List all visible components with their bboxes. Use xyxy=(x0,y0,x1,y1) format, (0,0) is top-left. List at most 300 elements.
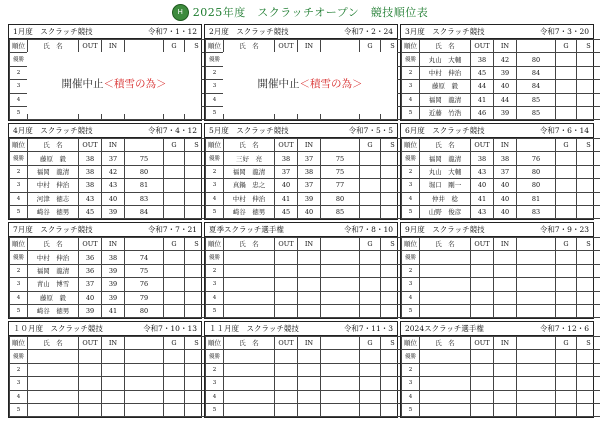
table-row xyxy=(206,377,405,390)
player-name xyxy=(420,278,471,291)
rank-cell: 優勝 xyxy=(402,251,420,264)
g-cell xyxy=(360,251,381,264)
in-score xyxy=(494,304,517,317)
rank-cell: 4 xyxy=(402,291,420,304)
col-s: S xyxy=(577,337,600,350)
table-row xyxy=(10,291,209,304)
panel-date: 令和7・9・23 xyxy=(539,225,589,234)
rank-cell: 4 xyxy=(10,291,28,304)
player-name: 中村 伸治 xyxy=(224,192,275,205)
table-row xyxy=(206,192,405,205)
total-score: 85 xyxy=(321,205,360,218)
player-name: 真鍋 忠之 xyxy=(224,179,275,192)
total-score xyxy=(125,377,164,390)
table-row xyxy=(402,403,600,416)
page-title: 2025年度 スクラッチオープン 競技順位表 xyxy=(192,6,429,19)
club-logo-icon: H xyxy=(172,4,189,21)
total-score xyxy=(517,264,556,277)
player-name xyxy=(420,403,471,416)
rank-cell: 3 xyxy=(206,179,224,192)
out-score xyxy=(471,363,494,376)
out-score: 43 xyxy=(79,192,102,205)
table-row xyxy=(402,152,600,165)
out-score: 45 xyxy=(79,205,102,218)
g-cell xyxy=(556,205,577,218)
g-cell xyxy=(556,363,577,376)
out-score: 41 xyxy=(471,93,494,106)
total-score xyxy=(125,390,164,403)
col-out: OUT xyxy=(79,139,102,152)
col-out: OUT xyxy=(275,337,298,350)
rank-cell: 4 xyxy=(402,192,420,205)
player-name xyxy=(28,390,79,403)
rank-cell: 2 xyxy=(402,165,420,178)
s-cell xyxy=(577,278,600,291)
total-score: 75 xyxy=(321,152,360,165)
rank-cell: 5 xyxy=(402,106,420,119)
total-score: 79 xyxy=(125,291,164,304)
results-table xyxy=(9,138,209,219)
s-cell xyxy=(577,350,600,363)
s-cell xyxy=(577,291,600,304)
g-cell xyxy=(164,304,185,317)
s-cell xyxy=(577,152,600,165)
out-score: 37 xyxy=(79,278,102,291)
rank-cell: 2 xyxy=(10,264,28,277)
s-cell xyxy=(577,304,600,317)
table-row xyxy=(402,304,600,317)
result-panel xyxy=(400,321,594,418)
column-header-row xyxy=(402,337,600,350)
in-score xyxy=(298,390,321,403)
in-score: 40 xyxy=(102,192,125,205)
rank-cell: 優勝 xyxy=(10,53,28,66)
rank-cell: 5 xyxy=(10,205,28,218)
table-row xyxy=(402,192,600,205)
col-in: IN xyxy=(102,139,125,152)
in-score xyxy=(102,350,125,363)
player-name: 崎谷 徳男 xyxy=(224,205,275,218)
out-score: 38 xyxy=(275,152,298,165)
in-score xyxy=(102,363,125,376)
g-cell xyxy=(556,106,577,119)
out-score xyxy=(275,278,298,291)
player-name xyxy=(224,278,275,291)
column-header-row xyxy=(10,40,209,53)
out-score: 38 xyxy=(79,179,102,192)
out-score xyxy=(275,390,298,403)
col-total xyxy=(321,40,360,53)
player-name: 崎谷 徳男 xyxy=(28,304,79,317)
player-name xyxy=(224,363,275,376)
col-rank: 順位 xyxy=(206,139,224,152)
total-score xyxy=(321,278,360,291)
out-score: 41 xyxy=(275,192,298,205)
player-name: 青山 博雪 xyxy=(28,278,79,291)
canceled-reason: ＜積雪の為＞ xyxy=(299,77,363,90)
col-in: IN xyxy=(102,238,125,251)
rank-cell: 3 xyxy=(10,179,28,192)
col-rank: 順位 xyxy=(402,238,420,251)
rank-cell: 2 xyxy=(206,66,224,79)
table-row xyxy=(10,377,209,390)
col-g: G xyxy=(556,40,577,53)
player-name xyxy=(420,251,471,264)
panel-header xyxy=(401,322,593,336)
table-row xyxy=(402,377,600,390)
player-name xyxy=(224,251,275,264)
in-score: 39 xyxy=(494,106,517,119)
g-cell xyxy=(556,152,577,165)
col-in: IN xyxy=(494,139,517,152)
table-row xyxy=(402,66,600,79)
result-panel xyxy=(8,222,202,319)
in-score: 41 xyxy=(102,304,125,317)
out-score: 45 xyxy=(471,66,494,79)
table-row xyxy=(206,304,405,317)
total-score: 74 xyxy=(125,251,164,264)
g-cell xyxy=(360,363,381,376)
result-panel xyxy=(8,24,202,121)
g-cell xyxy=(556,66,577,79)
result-panel xyxy=(204,24,398,121)
out-score xyxy=(471,278,494,291)
column-header-row xyxy=(10,238,209,251)
player-name: 丸山 大輔 xyxy=(420,53,471,66)
out-score xyxy=(471,390,494,403)
g-cell xyxy=(164,264,185,277)
out-score: 38 xyxy=(471,53,494,66)
g-cell xyxy=(556,192,577,205)
player-name xyxy=(224,350,275,363)
in-score: 40 xyxy=(494,80,517,93)
in-score xyxy=(298,363,321,376)
out-score: 38 xyxy=(471,152,494,165)
rank-cell: 3 xyxy=(402,179,420,192)
in-score: 43 xyxy=(102,179,125,192)
rank-cell: 2 xyxy=(206,165,224,178)
col-total xyxy=(125,40,164,53)
in-score: 42 xyxy=(494,53,517,66)
rank-cell: 2 xyxy=(402,264,420,277)
player-name xyxy=(420,377,471,390)
col-total xyxy=(125,139,164,152)
rank-cell: 5 xyxy=(206,403,224,416)
panel-title: 夏季スクラッチ選手権 xyxy=(209,225,284,234)
player-name xyxy=(420,363,471,376)
total-score xyxy=(125,403,164,416)
results-table xyxy=(205,237,405,318)
canceled-reason: ＜積雪の為＞ xyxy=(103,77,167,90)
g-cell xyxy=(360,152,381,165)
player-name xyxy=(28,350,79,363)
out-score xyxy=(471,304,494,317)
panel-header xyxy=(401,223,593,237)
out-score: 40 xyxy=(471,179,494,192)
results-table xyxy=(401,39,600,120)
total-score xyxy=(125,363,164,376)
panel-header xyxy=(9,322,201,336)
g-cell xyxy=(164,205,185,218)
g-cell xyxy=(164,165,185,178)
col-in: IN xyxy=(494,238,517,251)
rank-cell: 2 xyxy=(402,363,420,376)
result-panel xyxy=(8,123,202,220)
table-row xyxy=(402,363,600,376)
col-rank: 順位 xyxy=(206,40,224,53)
table-row xyxy=(10,363,209,376)
s-cell xyxy=(577,179,600,192)
s-cell xyxy=(577,251,600,264)
total-score xyxy=(517,390,556,403)
panel-date: 令和7・1・12 xyxy=(147,27,197,36)
column-header-row xyxy=(402,40,600,53)
player-name: 三好 亮 xyxy=(224,152,275,165)
column-header-row xyxy=(10,139,209,152)
rank-cell: 3 xyxy=(402,278,420,291)
total-score: 76 xyxy=(517,152,556,165)
in-score xyxy=(102,403,125,416)
out-score xyxy=(275,403,298,416)
col-g: G xyxy=(556,238,577,251)
player-name xyxy=(420,291,471,304)
player-name xyxy=(420,264,471,277)
canceled-text: 開催中止 xyxy=(257,77,300,90)
col-out: OUT xyxy=(79,337,102,350)
out-score: 45 xyxy=(275,205,298,218)
player-name xyxy=(28,377,79,390)
in-score: 37 xyxy=(298,152,321,165)
col-g: G xyxy=(360,139,381,152)
result-panel xyxy=(400,24,594,121)
result-panel xyxy=(400,123,594,220)
in-score xyxy=(298,403,321,416)
table-row xyxy=(206,403,405,416)
out-score xyxy=(471,377,494,390)
in-score: 40 xyxy=(298,205,321,218)
out-score: 38 xyxy=(79,152,102,165)
g-cell xyxy=(360,291,381,304)
in-score: 39 xyxy=(102,278,125,291)
panel-date: 令和7・6・14 xyxy=(539,126,589,135)
table-row xyxy=(402,264,600,277)
rank-cell: 4 xyxy=(206,93,224,106)
total-score: 80 xyxy=(517,53,556,66)
col-rank: 順位 xyxy=(10,238,28,251)
col-total xyxy=(321,337,360,350)
player-name xyxy=(224,403,275,416)
results-table xyxy=(401,336,600,417)
g-cell xyxy=(360,192,381,205)
g-cell xyxy=(164,251,185,264)
player-name xyxy=(224,264,275,277)
player-name xyxy=(420,304,471,317)
panel-date: 令和7・11・3 xyxy=(343,324,393,333)
in-score xyxy=(298,291,321,304)
out-score: 43 xyxy=(471,165,494,178)
col-s: S xyxy=(185,337,209,350)
g-cell xyxy=(360,278,381,291)
panel-date: 令和7・2・24 xyxy=(343,27,393,36)
col-total xyxy=(517,40,556,53)
g-cell xyxy=(556,278,577,291)
col-out: OUT xyxy=(471,238,494,251)
player-name: 中村 伸治 xyxy=(28,251,79,264)
table-row xyxy=(402,53,600,66)
canceled-notice xyxy=(223,52,397,114)
col-name: 氏 名 xyxy=(420,139,471,152)
table-row xyxy=(206,251,405,264)
rank-cell: 2 xyxy=(10,165,28,178)
table-row xyxy=(402,251,600,264)
table-row xyxy=(10,251,209,264)
col-out: OUT xyxy=(471,139,494,152)
total-score xyxy=(321,251,360,264)
player-name: 福岡 龍清 xyxy=(420,152,471,165)
player-name: 仲井 稔 xyxy=(420,192,471,205)
col-g: G xyxy=(360,238,381,251)
table-row xyxy=(402,390,600,403)
in-score: 38 xyxy=(494,152,517,165)
col-total xyxy=(125,238,164,251)
col-g: G xyxy=(360,40,381,53)
s-cell xyxy=(577,53,600,66)
out-score: 46 xyxy=(471,106,494,119)
panel-title: 3月度 スクラッチ競技 xyxy=(405,27,485,36)
total-score xyxy=(517,363,556,376)
s-cell xyxy=(577,377,600,390)
table-row xyxy=(402,80,600,93)
g-cell xyxy=(556,390,577,403)
col-rank: 順位 xyxy=(10,139,28,152)
g-cell xyxy=(556,377,577,390)
s-cell xyxy=(577,192,600,205)
g-cell xyxy=(164,363,185,376)
result-panel xyxy=(204,123,398,220)
rank-cell: 5 xyxy=(402,205,420,218)
g-cell xyxy=(360,165,381,178)
col-rank: 順位 xyxy=(206,337,224,350)
rank-cell: 3 xyxy=(206,278,224,291)
results-table xyxy=(205,336,405,417)
table-row xyxy=(10,350,209,363)
s-cell xyxy=(577,363,600,376)
panel-title: 2月度 スクラッチ競技 xyxy=(209,27,289,36)
total-score: 75 xyxy=(125,152,164,165)
total-score xyxy=(517,304,556,317)
col-s: S xyxy=(577,40,600,53)
rank-cell: 3 xyxy=(402,80,420,93)
in-score xyxy=(298,264,321,277)
g-cell xyxy=(360,390,381,403)
s-cell xyxy=(577,390,600,403)
out-score xyxy=(471,291,494,304)
total-score xyxy=(517,377,556,390)
rank-cell: 5 xyxy=(206,304,224,317)
col-g: G xyxy=(164,139,185,152)
out-score: 36 xyxy=(79,251,102,264)
col-s: S xyxy=(381,337,405,350)
rank-cell: 優勝 xyxy=(10,251,28,264)
player-name: 福岡 龍清 xyxy=(28,264,79,277)
in-score: 38 xyxy=(102,251,125,264)
col-g: G xyxy=(556,337,577,350)
in-score xyxy=(494,251,517,264)
col-name: 氏 名 xyxy=(224,139,275,152)
out-score xyxy=(275,264,298,277)
col-s: S xyxy=(577,139,600,152)
col-out: OUT xyxy=(471,40,494,53)
in-score xyxy=(494,291,517,304)
rank-cell: 4 xyxy=(206,291,224,304)
s-cell xyxy=(577,403,600,416)
result-panel xyxy=(8,321,202,418)
rank-cell: 4 xyxy=(10,192,28,205)
out-score xyxy=(471,403,494,416)
out-score: 43 xyxy=(471,205,494,218)
table-row xyxy=(402,205,600,218)
g-cell xyxy=(360,264,381,277)
out-score: 40 xyxy=(275,179,298,192)
table-row xyxy=(402,93,600,106)
results-table xyxy=(9,336,209,417)
g-cell xyxy=(164,278,185,291)
rank-cell: 5 xyxy=(402,403,420,416)
rank-cell: 優勝 xyxy=(10,152,28,165)
total-score xyxy=(321,363,360,376)
canceled-text: 開催中止 xyxy=(61,77,104,90)
out-score xyxy=(471,350,494,363)
results-grid xyxy=(8,24,596,420)
g-cell xyxy=(164,192,185,205)
s-cell xyxy=(577,165,600,178)
in-score: 37 xyxy=(298,179,321,192)
column-header-row xyxy=(402,238,600,251)
col-g: G xyxy=(164,40,185,53)
panel-date: 令和7・5・5 xyxy=(348,126,393,135)
page-header xyxy=(0,3,600,21)
player-name: 藤原 毅 xyxy=(420,80,471,93)
table-row xyxy=(206,291,405,304)
total-score: 75 xyxy=(321,165,360,178)
total-score: 81 xyxy=(517,192,556,205)
in-score xyxy=(494,363,517,376)
player-name: 丸山 大輔 xyxy=(420,165,471,178)
s-cell xyxy=(577,80,600,93)
table-row xyxy=(10,390,209,403)
result-panel xyxy=(400,222,594,319)
out-score xyxy=(471,251,494,264)
table-row xyxy=(10,179,209,192)
table-row xyxy=(206,165,405,178)
out-score: 44 xyxy=(471,80,494,93)
total-score xyxy=(517,291,556,304)
in-score xyxy=(494,377,517,390)
col-in: IN xyxy=(494,337,517,350)
in-score: 44 xyxy=(494,93,517,106)
total-score xyxy=(321,390,360,403)
rank-cell: 5 xyxy=(206,205,224,218)
in-score xyxy=(494,390,517,403)
rank-cell: 3 xyxy=(206,377,224,390)
in-score xyxy=(298,304,321,317)
results-table xyxy=(205,138,405,219)
rank-cell: 3 xyxy=(10,377,28,390)
column-header-row xyxy=(206,139,405,152)
col-rank: 順位 xyxy=(402,40,420,53)
total-score: 80 xyxy=(125,165,164,178)
in-score: 37 xyxy=(494,165,517,178)
